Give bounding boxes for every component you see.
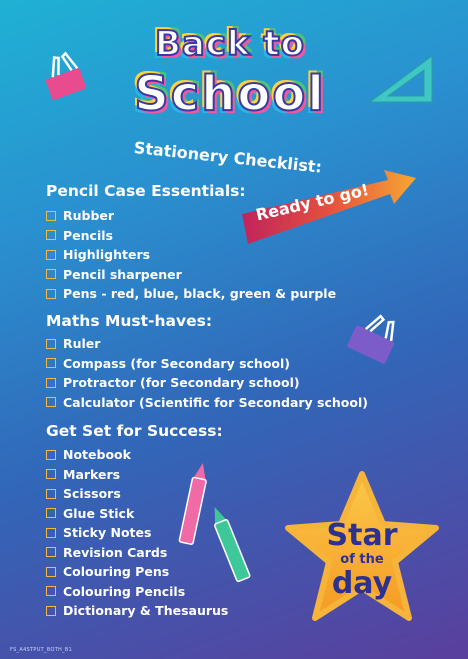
checklist-item[interactable] [46, 245, 336, 265]
item-label: Pencil sharpener [63, 266, 182, 282]
item-label: Compass (for Secondary school) [63, 355, 291, 371]
checkbox[interactable] [46, 397, 56, 407]
checkbox[interactable] [46, 230, 56, 240]
checklist-item[interactable] [46, 562, 228, 582]
checkbox[interactable] [46, 211, 56, 221]
checklist [46, 334, 368, 412]
star-line-2: of the [340, 552, 384, 567]
item-label: Glue Stick [63, 505, 135, 521]
checklist-item[interactable] [46, 226, 336, 246]
item-label: Pencils [63, 227, 113, 243]
set-square-icon [366, 52, 438, 108]
checklist-item[interactable] [46, 445, 228, 465]
checklist-item[interactable] [46, 504, 228, 524]
item-label: Colouring Pencils [63, 583, 186, 599]
page-subtitle: Stationery Checklist: [133, 138, 323, 177]
checklist-item[interactable] [46, 284, 336, 304]
checkbox[interactable] [46, 339, 56, 349]
item-label: Notebook [63, 447, 131, 463]
checklist-item[interactable] [46, 484, 228, 504]
checkbox[interactable] [46, 289, 56, 299]
checkbox[interactable] [46, 508, 56, 518]
item-label: Pens - red, blue, black, green & purple [63, 286, 337, 302]
checkbox[interactable] [46, 528, 56, 538]
checkbox[interactable] [46, 547, 56, 557]
star-badge [282, 468, 442, 628]
banner-text: Ready to go! [254, 180, 371, 225]
checkbox[interactable] [46, 469, 56, 479]
checklist-item[interactable] [46, 373, 368, 393]
checklist-item[interactable] [46, 582, 228, 602]
checklist [46, 206, 336, 304]
section-heading: Pencil Case Essentials: [46, 182, 246, 200]
checklist [46, 445, 228, 621]
footer-code: FS_A4STPUT_BOTH_B1 [10, 647, 73, 653]
checklist-item[interactable] [46, 265, 336, 285]
checklist-item[interactable] [46, 523, 228, 543]
title-logo [120, 20, 340, 120]
item-label: Markers [63, 466, 121, 482]
item-label: Revision Cards [63, 544, 168, 560]
checkbox[interactable] [46, 567, 56, 577]
section-heading: Get Set for Success: [46, 422, 223, 440]
section-heading: Maths Must-haves: [46, 312, 213, 330]
checklist-item[interactable] [46, 543, 228, 563]
star-line-1: Star [326, 518, 398, 553]
checkbox[interactable] [46, 269, 56, 279]
item-label: Scissors [63, 486, 121, 502]
checkbox[interactable] [46, 358, 56, 368]
checkbox[interactable] [46, 378, 56, 388]
item-label: Colouring Pens [63, 564, 170, 580]
item-label: Protractor (for Secondary school) [63, 375, 300, 391]
item-label: Sticky Notes [63, 525, 152, 541]
binder-clip-icon [38, 50, 98, 106]
checklist-item[interactable] [46, 601, 228, 621]
checkbox[interactable] [46, 586, 56, 596]
item-label: Ruler [63, 336, 101, 352]
checklist-item[interactable] [46, 334, 368, 354]
checkbox[interactable] [46, 250, 56, 260]
checkbox[interactable] [46, 489, 56, 499]
checklist-item[interactable] [46, 206, 336, 226]
item-label: Rubber [63, 208, 115, 224]
item-label: Highlighters [63, 247, 151, 263]
checkbox[interactable] [46, 450, 56, 460]
checklist-item[interactable] [46, 465, 228, 485]
checkbox[interactable] [46, 606, 56, 616]
title-line-1: Back to [154, 24, 306, 64]
checklist-item[interactable] [46, 354, 368, 374]
title-line-2: School [134, 66, 326, 122]
checklist-item[interactable] [46, 393, 368, 413]
item-label: Calculator (Scientific for Secondary school) [63, 394, 368, 410]
item-label: Dictionary & Thesaurus [63, 603, 229, 619]
star-line-3: day [331, 566, 393, 601]
